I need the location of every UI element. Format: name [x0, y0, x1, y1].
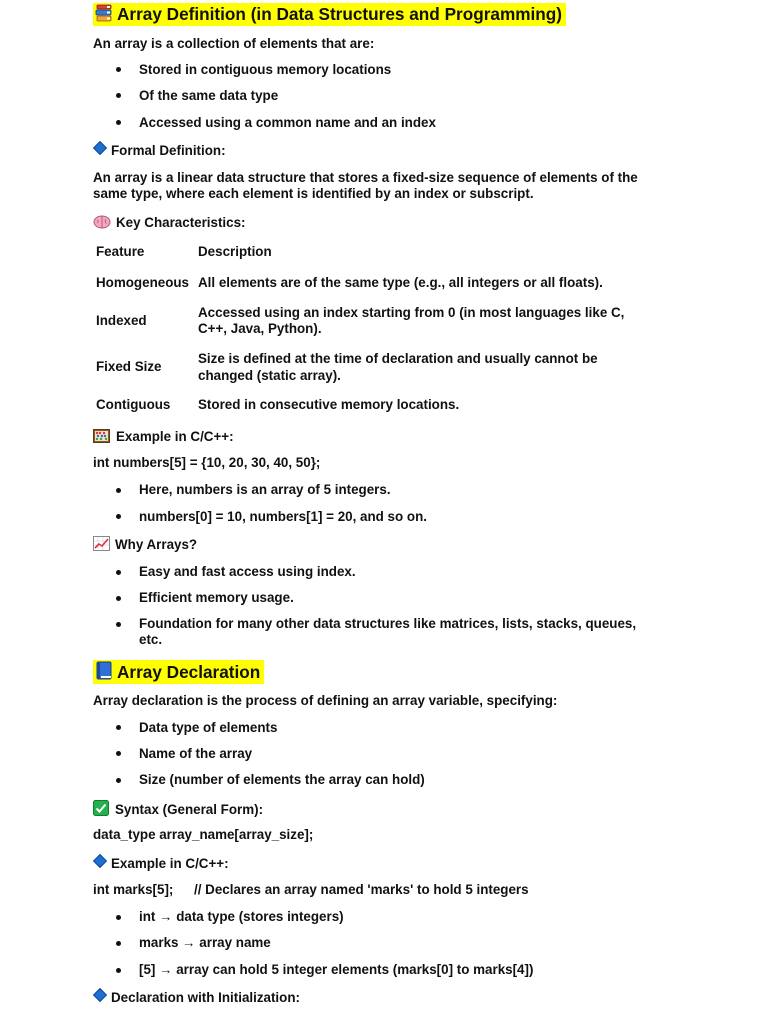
key-characteristics-heading: Key Characteristics: — [93, 215, 246, 231]
list-item: Stored in contiguous memory locations — [139, 62, 392, 77]
section1-title: Array Definition (in Data Structures and Programming) — [117, 4, 563, 24]
bullet-dot — [116, 725, 121, 730]
formal-definition-line2: same type, where each element is identified by an index or subscript. — [93, 186, 534, 201]
table-cell-description: Accessed using an index starting from 0 (in most languages like C, — [198, 305, 625, 320]
check-mark-icon — [93, 800, 109, 816]
bullet-dot — [116, 596, 121, 601]
list-item: Efficient memory usage. — [139, 590, 294, 605]
bullet-dot — [116, 570, 121, 575]
why-arrays-heading: Why Arrays? — [93, 536, 197, 553]
list-item: Foundation for many other data structures like matrices, lists, stacks, queues, — [139, 616, 637, 631]
list-item: [5] → array can hold 5 integer elements (marks[0] to marks[4]) — [139, 962, 534, 977]
chart-increasing-icon — [93, 536, 110, 551]
brain-icon — [93, 215, 111, 229]
bullet-dot — [116, 514, 121, 519]
example-code: int numbers[5] = {10, 20, 30, 40, 50}; — [93, 455, 321, 470]
table-cell-feature: Fixed Size — [96, 359, 162, 374]
list-item: Data type of elements — [139, 720, 278, 735]
table-cell-description: Size is defined at the time of declaration and usually cannot be — [198, 351, 598, 366]
bullet-dot — [116, 751, 121, 756]
section1-heading — [93, 3, 566, 26]
syntax-heading: Syntax (General Form): — [93, 800, 263, 818]
list-item: Easy and fast access using index. — [139, 564, 356, 579]
list-item-cont: etc. — [139, 632, 163, 647]
formal-definition-line1: An array is a linear data structure that stores a fixed-size sequence of elements of the — [93, 170, 638, 185]
bullet-dot — [116, 120, 121, 125]
list-item: numbers[0] = 10, numbers[1] = 20, and so on. — [139, 509, 427, 524]
example-comment: // Declares an array named 'marks' to hold 5 integers — [194, 882, 529, 897]
bullet-dot — [116, 67, 121, 72]
blue-diamond-icon — [93, 141, 107, 155]
bullet-dot — [116, 968, 121, 973]
example-heading: Example in C/C++: — [93, 429, 234, 445]
section2-title: Array Declaration — [117, 662, 261, 682]
list-item: Here, numbers is an array of 5 integers. — [139, 482, 391, 497]
list-item: Of the same data type — [139, 88, 279, 103]
formal-definition-heading: Formal Definition: — [93, 143, 226, 159]
blue-book-icon — [95, 661, 113, 680]
example-heading: Example in C/C++: — [93, 856, 229, 872]
example-code: int marks[5]; — [93, 882, 174, 897]
section2-intro: Array declaration is the process of defining an array variable, specifying: — [93, 693, 558, 708]
bullet-dot — [116, 488, 121, 493]
bullet-dot — [116, 778, 121, 783]
table-header-feature: Feature — [96, 244, 145, 259]
declaration-initialization-heading: Declaration with Initialization: — [93, 990, 300, 1006]
table-cell-feature: Homogeneous — [96, 275, 189, 290]
table-cell-description: Stored in consecutive memory locations. — [198, 397, 460, 412]
abacus-icon — [93, 429, 110, 443]
table-cell-feature: Indexed — [96, 313, 147, 328]
books-icon — [95, 4, 113, 22]
list-item: Size (number of elements the array can hold) — [139, 772, 425, 787]
table-header-description: Description — [198, 244, 272, 259]
section1-intro: An array is a collection of elements that are: — [93, 36, 375, 51]
table-cell-description: All elements are of the same type (e.g., all integers or all floats). — [198, 275, 603, 290]
list-item: Name of the array — [139, 746, 253, 761]
list-item: marks → array name — [139, 935, 271, 950]
syntax-code: data_type array_name[array_size]; — [93, 827, 314, 842]
table-cell-description-cont: C++, Java, Python). — [198, 321, 322, 336]
table-cell-description-cont: changed (static array). — [198, 368, 341, 383]
blue-diamond-icon — [93, 988, 107, 1002]
bullet-dot — [116, 915, 121, 920]
list-item: int → data type (stores integers) — [139, 909, 344, 924]
bullet-dot — [116, 622, 121, 627]
section2-heading — [93, 660, 264, 684]
bullet-dot — [116, 941, 121, 946]
bullet-dot — [116, 93, 121, 98]
blue-diamond-icon — [93, 854, 107, 868]
table-cell-feature: Contiguous — [96, 397, 171, 412]
list-item: Accessed using a common name and an index — [139, 115, 436, 130]
